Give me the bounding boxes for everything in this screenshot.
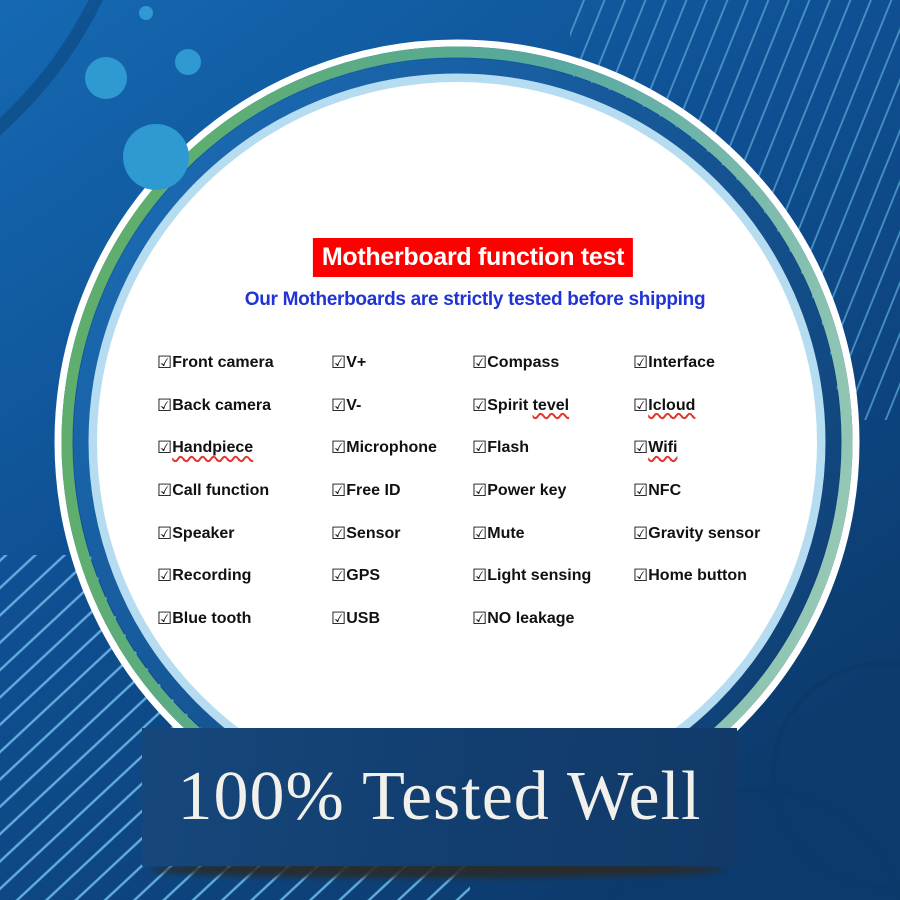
checklist-item [331, 352, 472, 374]
subtitle-text: Our Motherboards are strictly tested before shipping [244, 289, 706, 310]
checklist-item-label: Sensor [346, 524, 401, 542]
checklist-item-label: GPS [346, 567, 381, 585]
checklist-item-label: Call function [172, 482, 270, 500]
checkbox-icon: ☑ [331, 353, 347, 373]
checklist-item [331, 437, 472, 459]
checklist-item [472, 437, 633, 459]
checklist-item [633, 480, 837, 502]
checkbox-icon: ☑ [633, 395, 649, 416]
checklist-item-label: Recording [172, 567, 252, 585]
checklist-item-label: Free ID [346, 482, 401, 500]
checklist-item-label: Light sensing [487, 567, 592, 585]
checklist-item-label: Speaker [172, 524, 235, 542]
checkbox-icon: ☑ [331, 566, 347, 587]
checkbox-icon: ☑ [331, 438, 347, 459]
checklist-item [157, 480, 331, 502]
checklist-item [633, 565, 837, 587]
checkbox-icon: ☑ [157, 523, 173, 544]
checkbox-icon: ☑ [472, 438, 488, 459]
checklist-item [331, 395, 472, 417]
checklist-item [633, 437, 837, 459]
checkbox-icon: ☑ [331, 481, 347, 502]
checkbox-icon: ☑ [157, 395, 173, 416]
title-banner [313, 238, 633, 277]
checkbox-icon: ☑ [331, 395, 347, 416]
checklist-item [472, 395, 633, 417]
checklist-item [472, 480, 633, 502]
checklist-item-label: Blue tooth [172, 610, 252, 628]
checklist-item-label: NFC [648, 482, 682, 500]
checklist-item-label: Flash [487, 439, 530, 457]
checklist-item [472, 608, 633, 630]
checklist-item-label: Microphone [346, 439, 437, 457]
checklist-item [157, 352, 331, 374]
checkbox-icon: ☑ [633, 438, 649, 459]
checklist-item-label: USB [346, 610, 381, 628]
checklist-item [157, 565, 331, 587]
checklist-item-label: Compass [487, 354, 560, 371]
checkbox-icon: ☑ [472, 353, 488, 373]
checklist-item [157, 523, 331, 545]
checklist-item [633, 395, 837, 417]
checklist-item-label: V- [346, 396, 362, 414]
checklist-item-label: V+ [346, 354, 367, 371]
checkbox-icon: ☑ [472, 395, 488, 416]
checklist-item-label: Spirit tevel [487, 396, 570, 414]
checklist-item [472, 352, 633, 374]
checklist-item-label: Home button [648, 567, 747, 585]
checklist-item [331, 565, 472, 587]
checklist-item [472, 565, 633, 587]
checklist-item-label: Icloud [648, 396, 696, 414]
checkbox-icon: ☑ [633, 481, 649, 502]
checklist-item-label: Interface [648, 354, 715, 371]
checkbox-icon: ☑ [157, 481, 173, 502]
checkbox-icon: ☑ [472, 523, 488, 544]
checklist-item-label: Wifi [648, 439, 678, 457]
checklist-item-label: Front camera [172, 354, 274, 371]
checkbox-icon: ☑ [157, 353, 173, 373]
checkbox-icon: ☑ [472, 481, 488, 502]
banner-text: 100% Tested Well [177, 758, 702, 835]
checklist-item [157, 395, 331, 417]
checkbox-icon: ☑ [633, 353, 649, 373]
checkbox-icon: ☑ [472, 566, 488, 587]
checklist-item [157, 437, 331, 459]
feature-checklist [157, 352, 837, 651]
checkbox-icon: ☑ [633, 523, 649, 544]
checkbox-icon: ☑ [472, 609, 488, 630]
checklist-item-label: Handpiece [172, 439, 254, 457]
checkbox-icon: ☑ [633, 566, 649, 587]
checklist-item-label: Gravity sensor [648, 524, 761, 542]
checklist-item-label: Back camera [172, 396, 271, 414]
title-text: Motherboard function test [321, 243, 625, 271]
checklist-item [157, 608, 331, 630]
checklist-item [633, 352, 837, 374]
checkbox-icon: ☑ [331, 523, 347, 544]
checkbox-icon: ☑ [157, 566, 173, 587]
checklist-item [331, 523, 472, 545]
checklist-item-label: Power key [487, 482, 567, 500]
tested-well-banner [142, 728, 737, 866]
checklist-item [633, 523, 837, 545]
checklist-item [331, 480, 472, 502]
checkbox-icon: ☑ [331, 609, 347, 630]
checklist-item [331, 608, 472, 630]
checklist-item-label: Mute [487, 524, 525, 542]
checklist-item [472, 523, 633, 545]
checkbox-icon: ☑ [157, 438, 173, 459]
checkbox-icon: ☑ [157, 609, 173, 630]
checklist-item-label: NO leakage [487, 610, 575, 628]
